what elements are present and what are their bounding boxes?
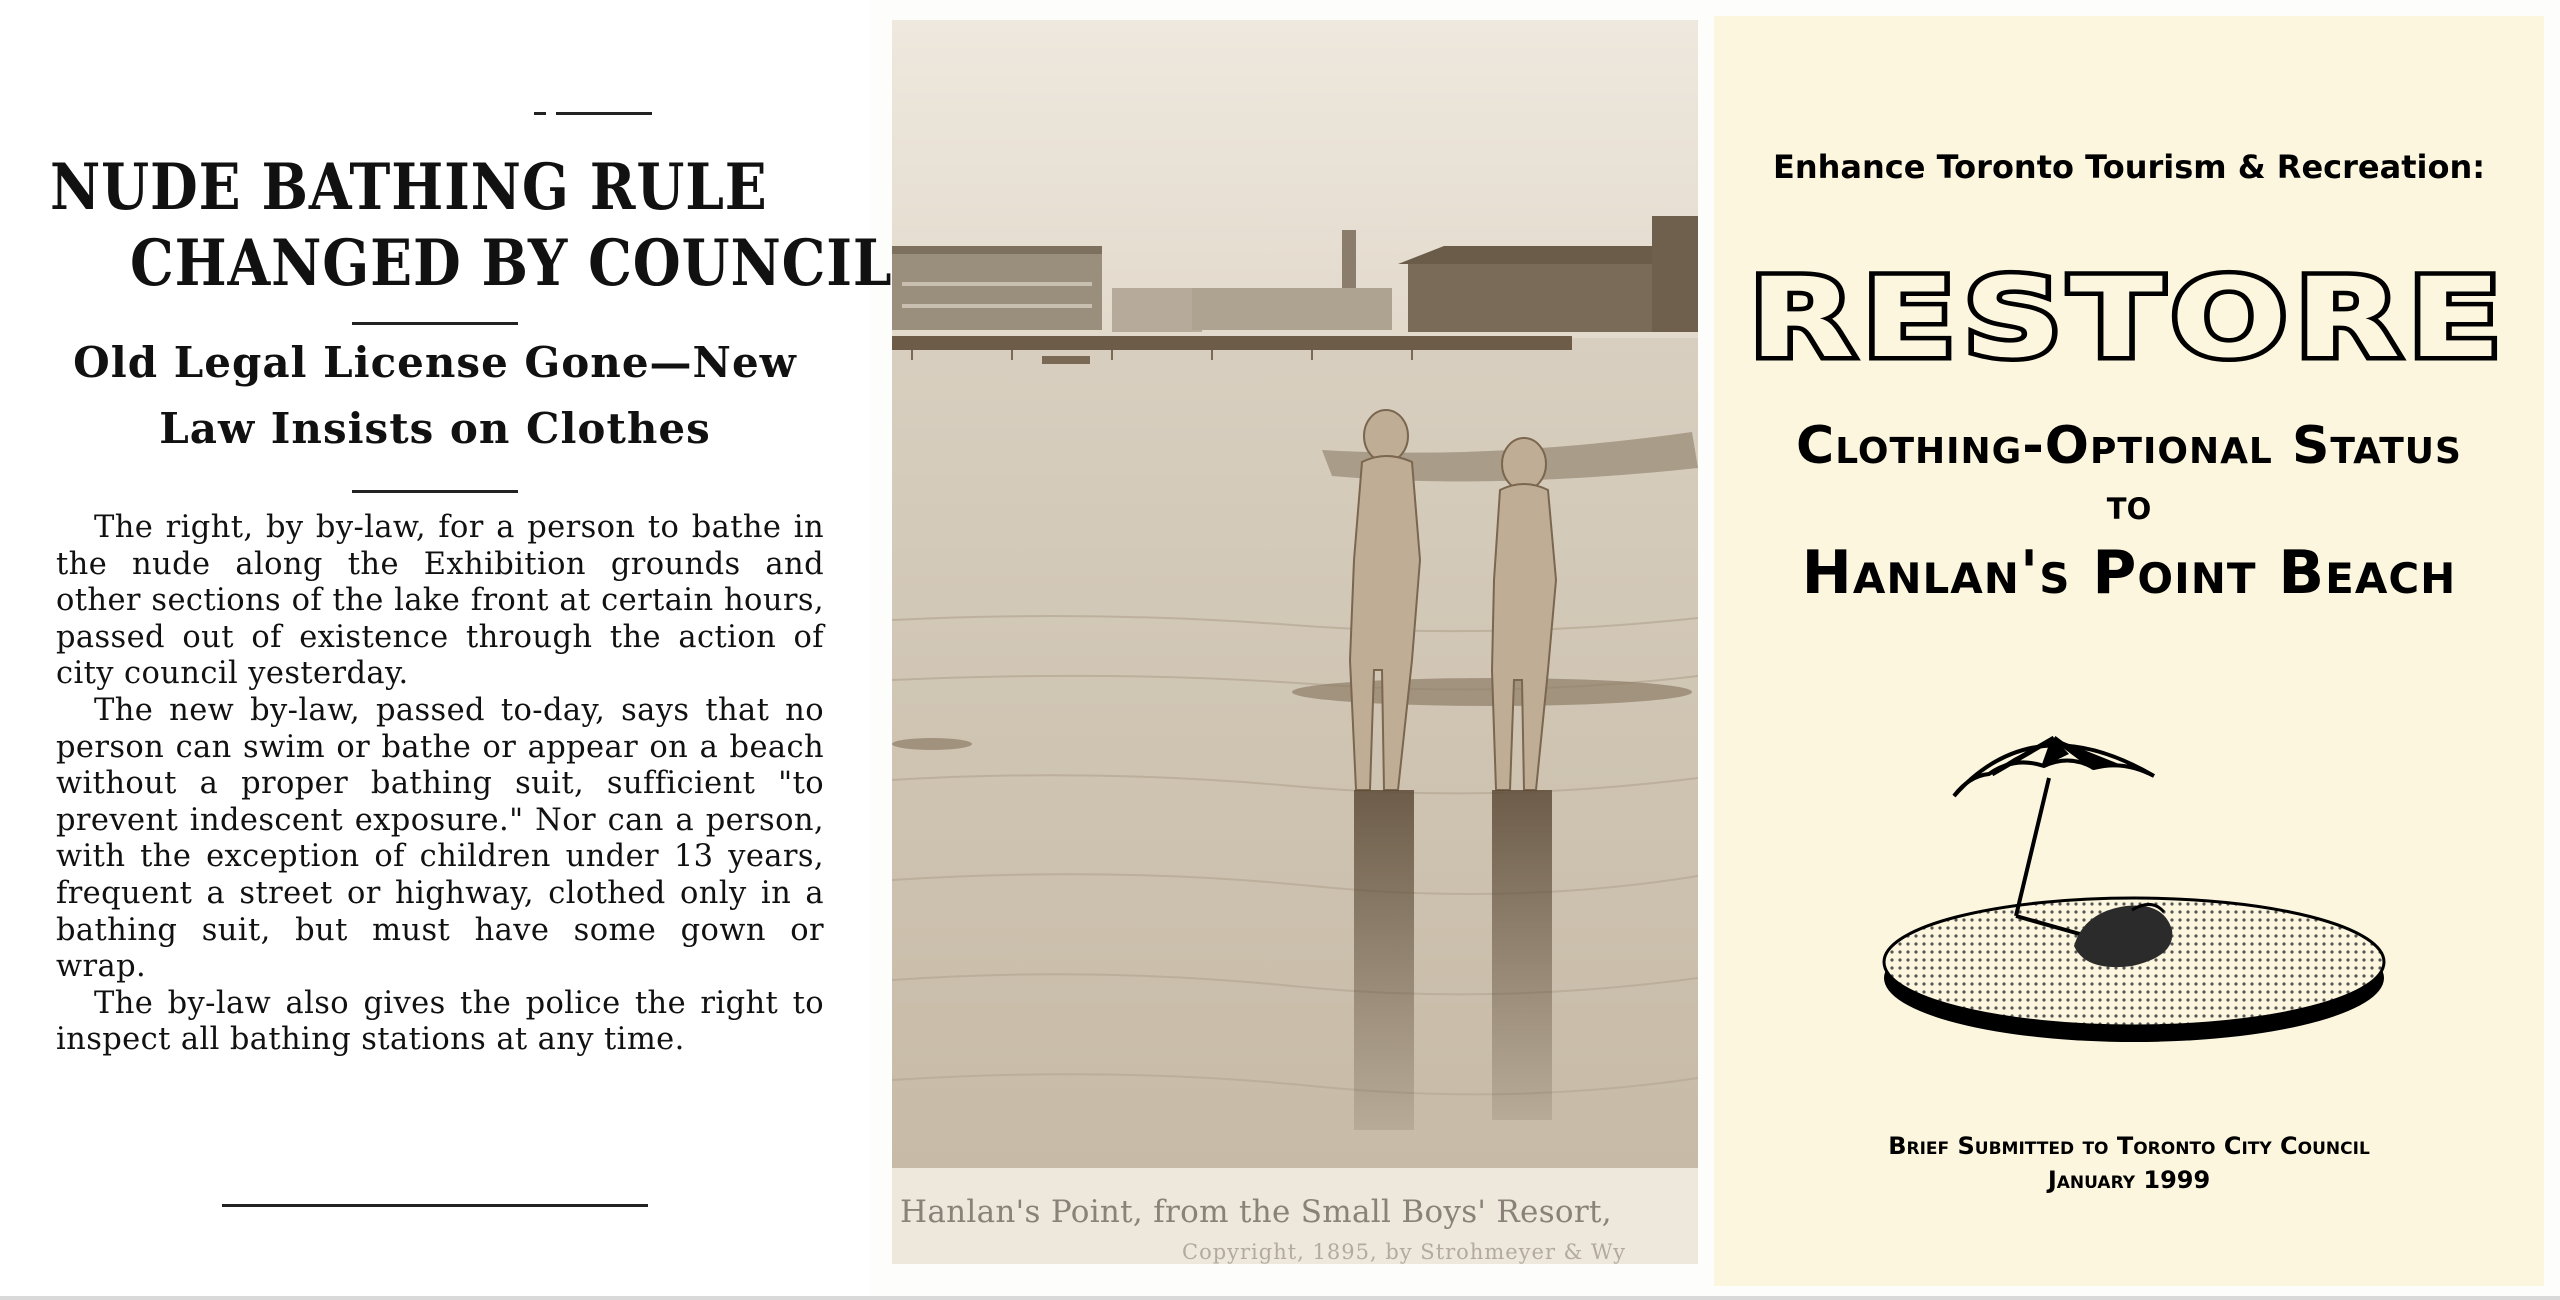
- beach-umbrella-illustration: [1864, 716, 2404, 1056]
- cover-footer-date: January 1999: [2047, 1166, 2211, 1194]
- cover-status-line: Clothing-Optional Status: [1796, 416, 2462, 476]
- cover-footer-submitted: Brief Submitted to Toronto City Council: [1888, 1132, 2370, 1160]
- clipping-divider: [352, 490, 518, 493]
- brief-cover: [1714, 16, 2544, 1286]
- clipping-subhead-line1: Old Legal License Gone—New: [73, 338, 797, 387]
- photo-copyright: Copyright, 1895, by Strohmeyer & Wy: [1182, 1240, 1627, 1264]
- beach-photo-illustration: [892, 20, 1698, 1264]
- clipping-divider: [352, 322, 518, 325]
- clipping-end-rule: [222, 1204, 648, 1207]
- clipping-article: [56, 510, 824, 1059]
- clipping-top-mark: [556, 112, 652, 115]
- clipping-subhead-line2: Law Insists on Clothes: [159, 404, 711, 453]
- clipping-headline-line1: NUDE BATHING RULE: [50, 150, 768, 225]
- article-paragraph: The right, by by-law, for a person to bathe in the nude along the Exhibition grounds and other sections of the lake front at certain hours, passed out of existence through the action of city council yesterday.: [56, 510, 824, 692]
- restore-word: RESTORE: [1749, 254, 2509, 382]
- article-paragraph: The by-law also gives the police the right to inspect all bathing stations at any time.: [56, 985, 824, 1058]
- photo-caption: Hanlan's Point, from the Small Boys' Resort,: [900, 1194, 1612, 1230]
- historic-photograph: [892, 20, 1698, 1264]
- clipping-headline-line2: CHANGED BY COUNCIL: [130, 226, 893, 301]
- newspaper-clipping: [0, 0, 893, 1300]
- article-paragraph: The new by-law, passed to-day, says that no person can swim or bathe or appear on a beach without a proper bathing suit, sufficient "to prevent indescent exposure." Nor can a person, with the exception of children under 13 years, frequent a street or highway, clothed only in a bathing suit, but must have some gown or wrap.: [56, 692, 824, 985]
- bottom-border: [0, 1296, 2560, 1300]
- cover-to-line: to: [2106, 480, 2152, 529]
- cover-beach-name: Hanlan's Point Beach: [1801, 538, 2457, 608]
- restore-title: [1714, 244, 2544, 384]
- cover-tagline: Enhance Toronto Tourism & Recreation:: [1772, 148, 2486, 186]
